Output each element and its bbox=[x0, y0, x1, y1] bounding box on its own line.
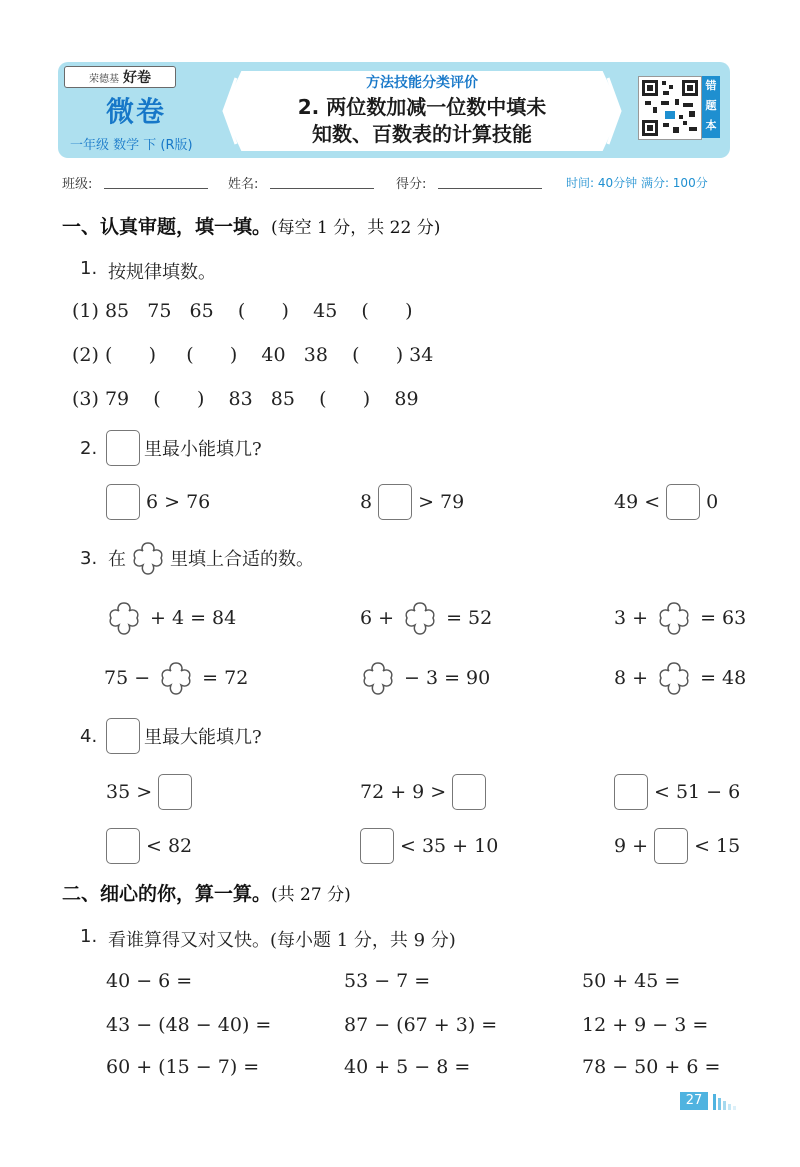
q1-row-3[interactable]: (3) 79 ( ) 83 85 ( ) 89 bbox=[72, 388, 419, 410]
box-icon bbox=[106, 718, 140, 754]
answer-box[interactable] bbox=[106, 828, 140, 864]
page-number: 27 bbox=[680, 1092, 708, 1110]
score-label: 得分: bbox=[396, 177, 427, 192]
q3-text: 里填上合适的数。 bbox=[170, 549, 314, 570]
title-line-1: 2. 两位数加减一位数中填未 bbox=[297, 95, 547, 119]
section-1-note: (每空 1 分，共 22 分) bbox=[271, 218, 441, 238]
answer-box[interactable] bbox=[654, 828, 688, 864]
name-label: 姓名: bbox=[228, 177, 259, 192]
flower-answer[interactable] bbox=[156, 658, 196, 698]
q4-item-1 bbox=[106, 774, 192, 810]
calc-item-6[interactable]: 12 + 9 − 3 = bbox=[582, 1014, 709, 1036]
grade-label: 一年级 数学 下 (R版) bbox=[70, 138, 193, 153]
q4-item-6-pre: 9 + bbox=[614, 835, 649, 857]
q3-item-4-post: = 72 bbox=[202, 667, 249, 689]
flower-answer[interactable] bbox=[358, 658, 398, 698]
q4-item-2-pre: 72 + 9 > bbox=[360, 781, 447, 803]
q3-item-4 bbox=[104, 658, 248, 698]
q4-item-4 bbox=[106, 828, 192, 864]
q3-item-5-post: − 3 = 90 bbox=[404, 667, 491, 689]
q2-text: 里最小能填几? bbox=[144, 439, 262, 460]
answer-box[interactable] bbox=[614, 774, 648, 810]
box-icon bbox=[106, 430, 140, 466]
answer-box[interactable] bbox=[106, 484, 140, 520]
q3-number: 3. bbox=[80, 548, 98, 569]
q4-item-6-post: < 15 bbox=[694, 835, 741, 857]
q1-text: 按规律填数。 bbox=[108, 262, 216, 283]
flower-icon bbox=[128, 538, 168, 578]
qr-code-icon[interactable] bbox=[638, 76, 702, 140]
q3-item-2-post: = 52 bbox=[446, 607, 493, 629]
q3-item-6-pre: 8 + bbox=[614, 667, 649, 689]
q4-item-4-post: < 82 bbox=[146, 835, 193, 857]
brand-box bbox=[64, 66, 176, 88]
q2-number: 2. bbox=[80, 438, 98, 459]
q4-text: 里最大能填几? bbox=[144, 727, 262, 748]
q3-item-3-pre: 3 + bbox=[614, 607, 649, 629]
flower-answer[interactable] bbox=[654, 598, 694, 638]
title-line-2: 知数、百数表的计算技能 bbox=[312, 122, 532, 146]
q2-item-1-text: 6 > 76 bbox=[146, 491, 211, 513]
q3-item-3-post: = 63 bbox=[700, 607, 747, 629]
calc-item-4[interactable]: 43 − (48 − 40) = bbox=[106, 1014, 272, 1036]
q3-item-2-pre: 6 + bbox=[360, 607, 395, 629]
bar-decoration-icon bbox=[712, 1092, 740, 1110]
q2-instruction bbox=[106, 430, 262, 466]
series-title: 微卷 bbox=[105, 95, 166, 128]
calc-item-7[interactable]: 60 + (15 − 7) = bbox=[106, 1056, 260, 1078]
q2-item-2-post: > 79 bbox=[418, 491, 465, 513]
q2-item-3-post: 0 bbox=[706, 491, 719, 513]
q4-item-2 bbox=[360, 774, 486, 810]
s2-q1-number: 1. bbox=[80, 926, 98, 947]
q2-item-2 bbox=[360, 484, 464, 520]
calc-item-2[interactable]: 53 − 7 = bbox=[344, 970, 431, 992]
q3-item-1 bbox=[104, 598, 236, 638]
q4-item-3-post: < 51 − 6 bbox=[654, 781, 741, 803]
answer-box[interactable] bbox=[158, 774, 192, 810]
section-2-title: 二、细心的你，算一算。 bbox=[62, 883, 272, 905]
q3-instruction bbox=[108, 538, 314, 578]
q3-item-6 bbox=[614, 658, 746, 698]
subtitle: 方法技能分类评价 bbox=[366, 75, 478, 91]
calc-item-9[interactable]: 78 − 50 + 6 = bbox=[582, 1056, 721, 1078]
flower-answer[interactable] bbox=[654, 658, 694, 698]
q4-item-5-post: < 35 + 10 bbox=[400, 835, 499, 857]
mistake-book-tag: 错题本 bbox=[702, 76, 720, 138]
answer-box[interactable] bbox=[378, 484, 412, 520]
q3-item-1-post: + 4 = 84 bbox=[150, 607, 237, 629]
calc-item-3[interactable]: 50 + 45 = bbox=[582, 970, 681, 992]
flower-answer[interactable] bbox=[400, 598, 440, 638]
brand-name: 荣德基 bbox=[89, 73, 119, 85]
brand-logo: 好卷 bbox=[123, 70, 151, 86]
section-2-heading bbox=[62, 879, 351, 906]
q3-text-pre: 在 bbox=[108, 549, 126, 570]
name-field[interactable] bbox=[270, 188, 374, 189]
q2-item-3-pre: 49 < bbox=[614, 491, 661, 513]
answer-box[interactable] bbox=[360, 828, 394, 864]
q4-number: 4. bbox=[80, 726, 98, 747]
q4-item-1-pre: 35 > bbox=[106, 781, 153, 803]
class-field[interactable] bbox=[104, 188, 208, 189]
q4-item-5 bbox=[360, 828, 498, 864]
section-1-heading bbox=[62, 212, 440, 239]
q3-item-2 bbox=[360, 598, 492, 638]
calc-item-1[interactable]: 40 − 6 = bbox=[106, 970, 193, 992]
page-title bbox=[222, 94, 622, 148]
section-2-note: (共 27 分) bbox=[271, 885, 351, 905]
q1-row-2[interactable]: (2) ( ) ( ) 40 38 ( ) 34 bbox=[72, 344, 434, 366]
q4-item-3 bbox=[614, 774, 740, 810]
q1-row-1[interactable]: (1) 85 75 65 ( ) 45 ( ) bbox=[72, 300, 413, 322]
q3-item-5 bbox=[358, 658, 490, 698]
q2-item-1 bbox=[106, 484, 210, 520]
q3-item-3 bbox=[614, 598, 746, 638]
q2-item-3 bbox=[614, 484, 718, 520]
q1-number: 1. bbox=[80, 258, 98, 279]
calc-item-5[interactable]: 87 − (67 + 3) = bbox=[344, 1014, 498, 1036]
q2-item-2-pre: 8 bbox=[360, 491, 373, 513]
q4-item-6 bbox=[614, 828, 740, 864]
q3-item-6-post: = 48 bbox=[700, 667, 747, 689]
q3-item-4-pre: 75 − bbox=[104, 667, 151, 689]
calc-item-8[interactable]: 40 + 5 − 8 = bbox=[344, 1056, 471, 1078]
section-1-title: 一、认真审题，填一填。 bbox=[62, 216, 272, 238]
class-label: 班级: bbox=[62, 177, 93, 192]
s2-q1-text: 看谁算得又对又快。(每小题 1 分，共 9 分) bbox=[108, 930, 456, 951]
time-score-info: 时间: 40分钟 满分: 100分 bbox=[566, 176, 708, 190]
answer-box[interactable] bbox=[666, 484, 700, 520]
score-field[interactable] bbox=[438, 188, 542, 189]
answer-box[interactable] bbox=[452, 774, 486, 810]
q4-instruction bbox=[106, 718, 262, 754]
flower-answer[interactable] bbox=[104, 598, 144, 638]
